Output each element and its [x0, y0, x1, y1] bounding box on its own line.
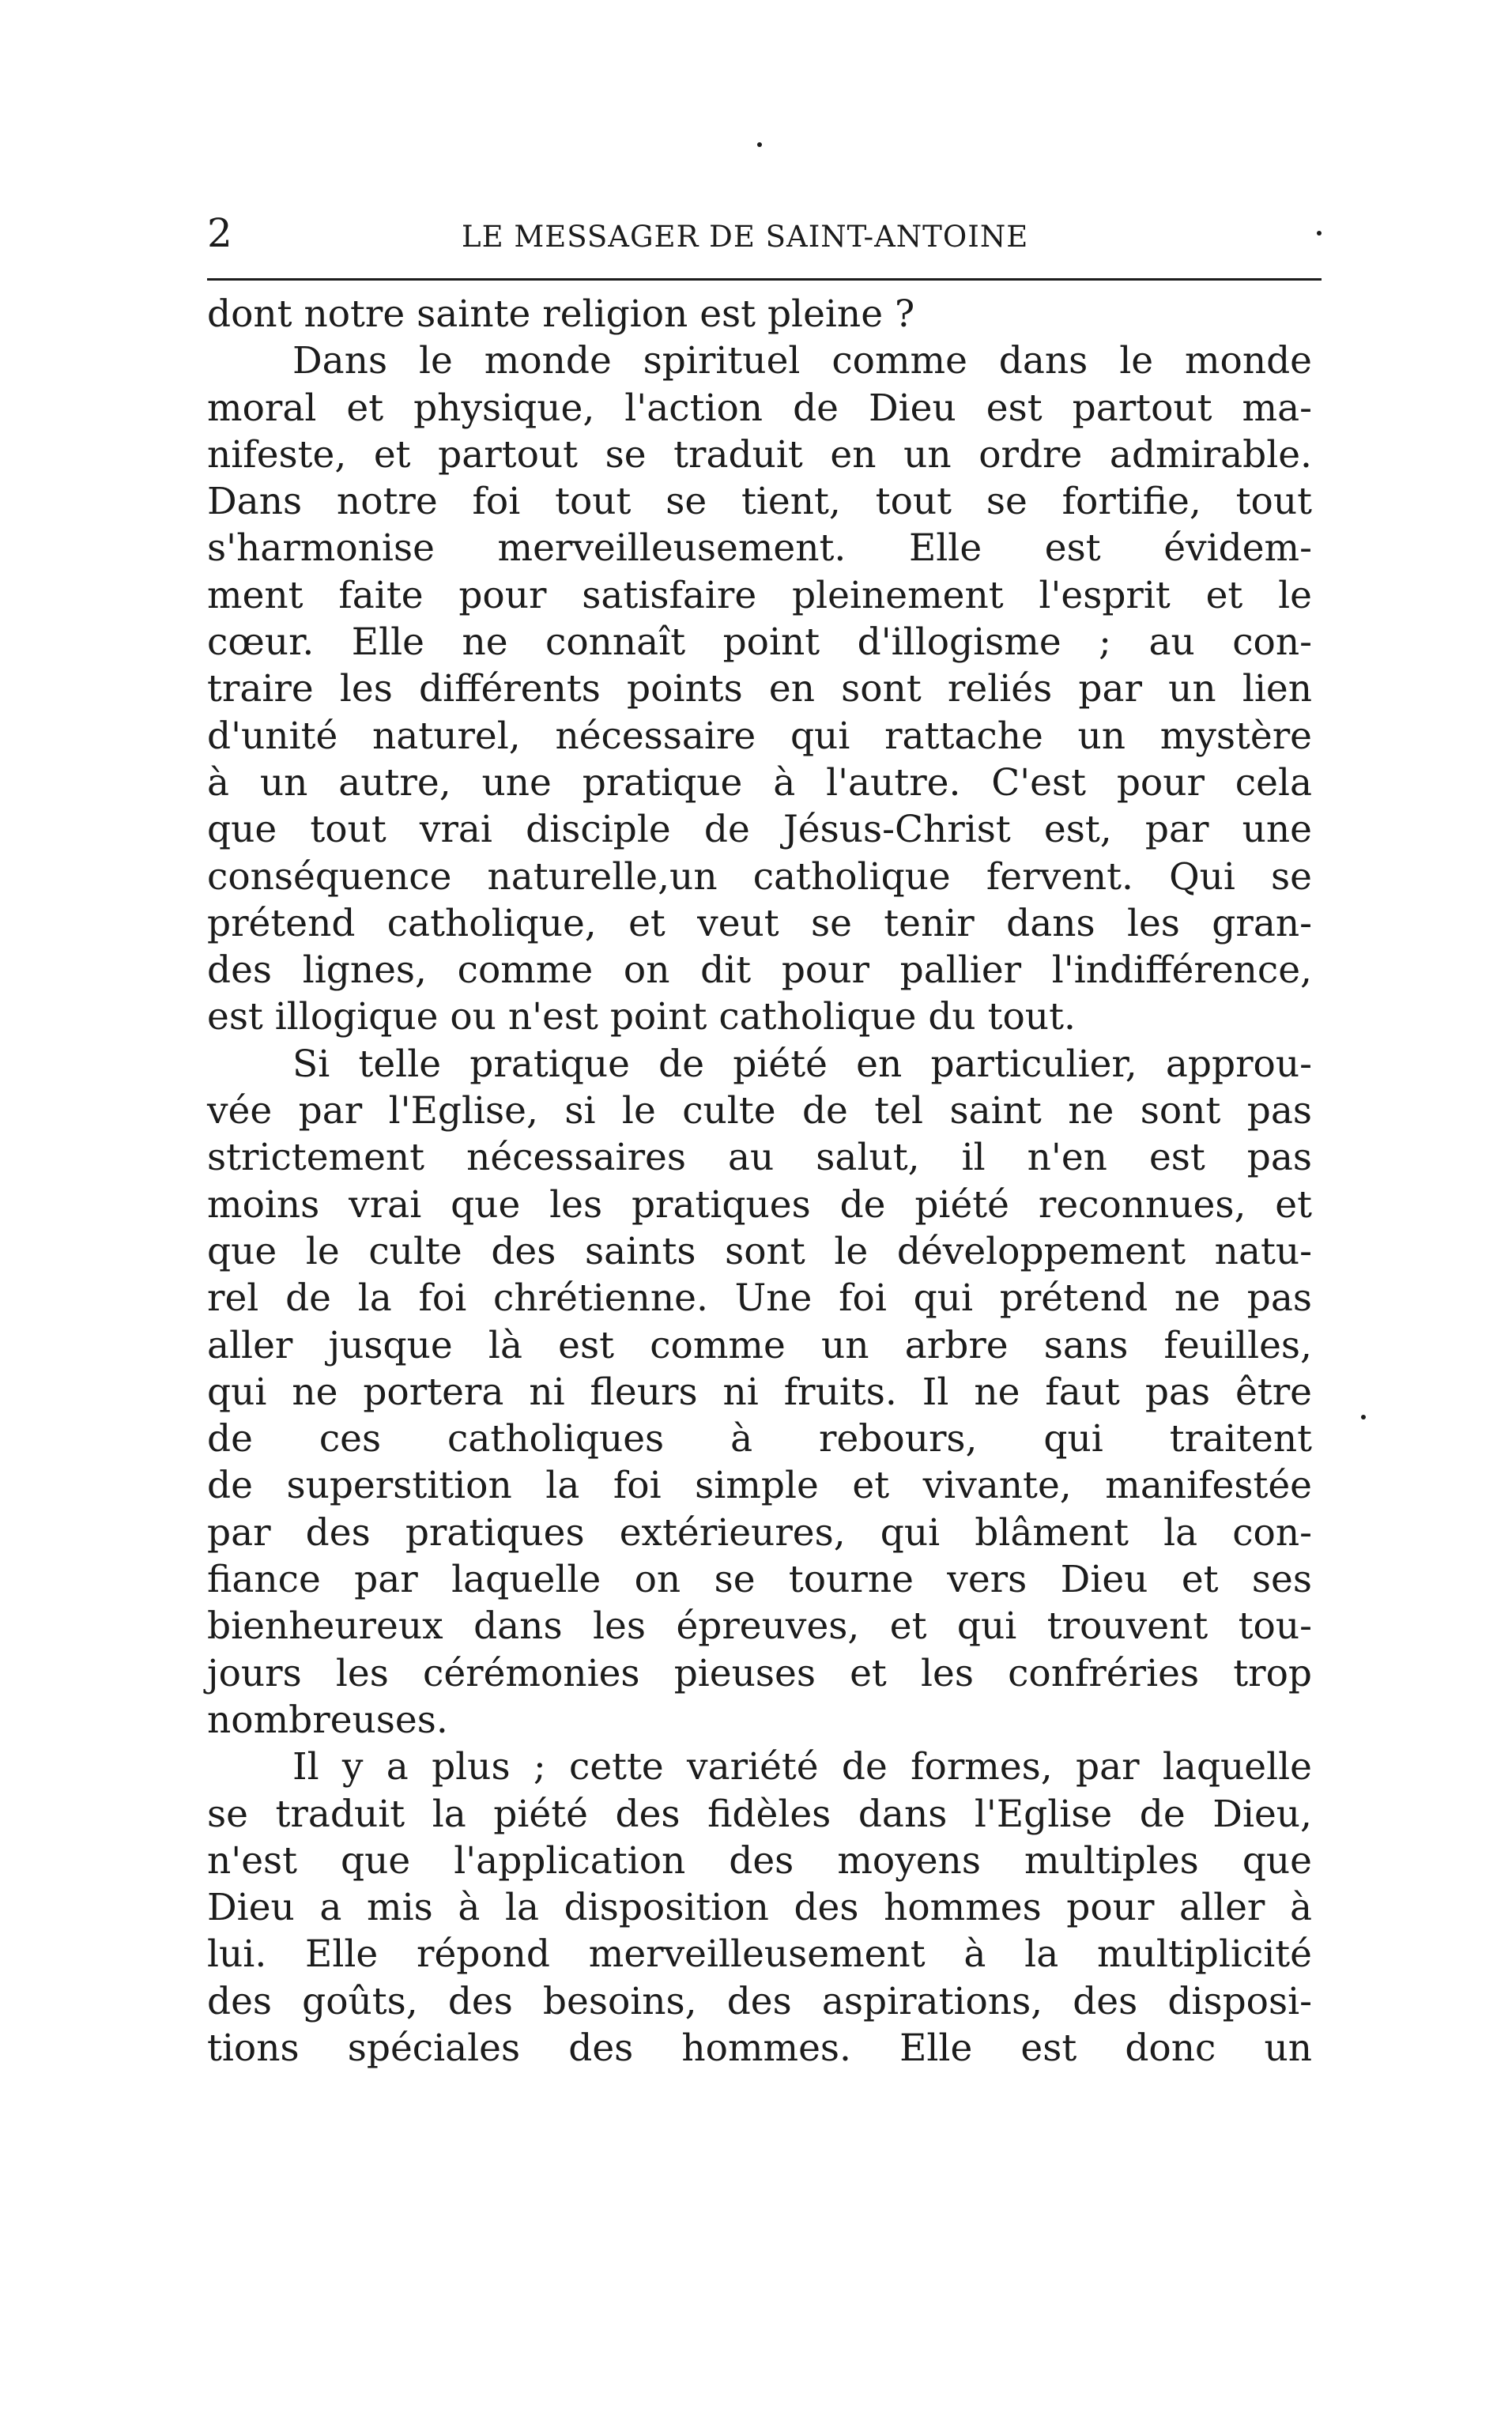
text-line: dont notre sainte religion est pleine ? [207, 292, 915, 336]
text-line: rel de la foi chrétienne. Une foi qui prétend ne pas [207, 1276, 1312, 1321]
text-line: lui. Elle répond merveilleusement à la multiplicité [207, 1932, 1312, 1977]
text-line: moral et physique, l'action de Dieu est partout ma- [207, 386, 1312, 430]
text-line: n'est que l'application des moyens multiples que [207, 1838, 1312, 1883]
text-line: Dans notre foi tout se tient, tout se fortifie, tout [207, 480, 1312, 524]
text-line: que le culte des saints sont le développement natu- [207, 1229, 1312, 1273]
text-line: strictement nécessaires au salut, il n'en est pas [207, 1136, 1312, 1180]
text-line: ment faite pour satisfaire pleinement l'esprit et le [207, 573, 1312, 617]
text-line: jours les cérémonies pieuses et les confréries trop [207, 1651, 1312, 1695]
page-number: 2 [207, 210, 232, 256]
text-line: cœur. Elle ne connaît point d'illogisme ; au con- [207, 620, 1312, 665]
text-line: fiance par laquelle on se tourne vers Dieu et ses [207, 1558, 1312, 1602]
text-line: vée par l'Eglise, si le culte de tel saint ne sont pas [207, 1089, 1312, 1133]
text-line: est illogique ou n'est point catholique du tout. [207, 995, 1076, 1039]
text-line: Dans le monde spirituel comme dans le monde [292, 339, 1312, 383]
running-title: LE MESSAGER DE SAINT-ANTOINE [462, 220, 1029, 254]
text-line: nifeste, et partout se traduit en un ordre admirable. [207, 432, 1312, 477]
text-line: par des pratiques extérieures, qui blâment la con- [207, 1510, 1312, 1555]
text-line: qui ne portera ni fleurs ni fruits. Il ne faut pas être [207, 1370, 1312, 1414]
text-line: Dieu a mis à la disposition des hommes pour aller à [207, 1886, 1312, 1930]
text-line: se traduit la piété des fidèles dans l'Eglise de Dieu, [207, 1792, 1312, 1836]
text-line: des lignes, comme on dit pour pallier l'indifférence, [207, 948, 1312, 993]
text-line: de ces catholiques à rebours, qui traitent [207, 1417, 1312, 1461]
text-line: s'harmonise merveilleusement. Elle est évidem- [207, 526, 1312, 571]
header-dot [1317, 231, 1322, 236]
text-line: à un autre, une pratique à l'autre. C'est pour cela [207, 760, 1312, 805]
text-line: traire les différents points en sont reliés par un lien [207, 667, 1312, 711]
running-header [207, 207, 1333, 266]
text-line: prétend catholique, et veut se tenir dans les gran- [207, 901, 1312, 945]
text-line: Il y a plus ; cette variété de formes, par laquelle [292, 1745, 1312, 1789]
text-line: tions spéciales des hommes. Elle est donc un [207, 2026, 1312, 2070]
header-rule [207, 278, 1322, 281]
body-text [207, 291, 1312, 2072]
text-line: Si telle pratique de piété en particulier, approu- [292, 1042, 1312, 1086]
text-line: aller jusque là est comme un arbre sans feuilles, [207, 1323, 1312, 1367]
text-line: nombreuses. [207, 1698, 448, 1742]
text-line: des goûts, des besoins, des aspirations, des disposi- [207, 1979, 1312, 2023]
text-line: de superstition la foi simple et vivante, manifestée [207, 1464, 1312, 1508]
text-line: que tout vrai disciple de Jésus-Christ est, par une [207, 808, 1312, 852]
margin-dot [757, 142, 762, 147]
text-line: bienheureux dans les épreuves, et qui trouvent tou- [207, 1604, 1312, 1649]
text-line: d'unité naturel, nécessaire qui rattache un mystère [207, 714, 1312, 758]
text-line: conséquence naturelle,un catholique fervent. Qui se [207, 854, 1312, 899]
margin-dot [1361, 1415, 1366, 1419]
text-line: moins vrai que les pratiques de piété reconnues, et [207, 1182, 1312, 1227]
